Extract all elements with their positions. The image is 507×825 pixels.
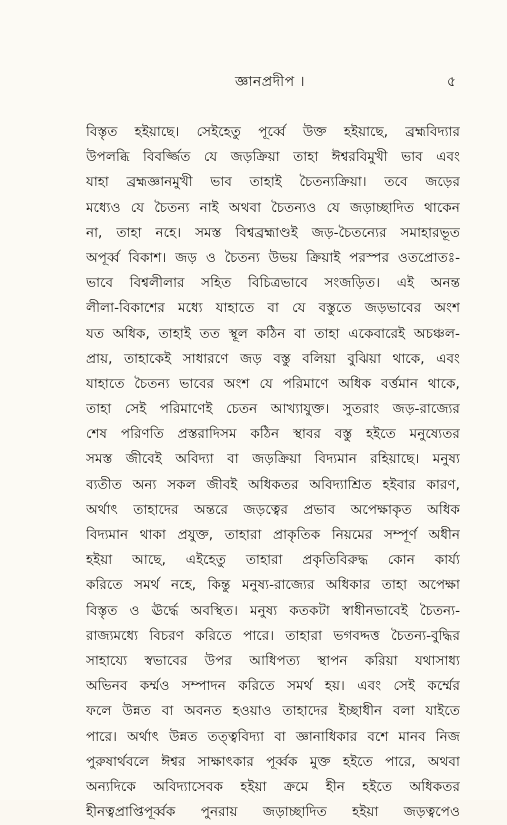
text-line: পারে। অর্থাৎ উন্নত তত্ত্ববিদ্যা বা জ্ঞানাধিকার বশে মানব নিজ <box>86 728 460 745</box>
text-line: অন্যদিকে অবিদ্যাসেবক হইয়া ক্রমে হীন হইতে অধিকতর <box>86 778 460 795</box>
text-line: বিস্তৃত ও ঊর্দ্ধে অবস্থিত। মনুষ্য কতকটা স্বাধীনভাবেই চৈতন্য- <box>86 602 460 619</box>
text-line: শেষ পরিণতি প্রস্তরাদিসম কঠিন স্থাবর বস্তু হইতে মনুষ্যেতর <box>86 426 460 443</box>
text-line: বিদ্যমান থাকা প্রযুক্ত, তাহারা প্রাকৃতিক নিয়মের সম্পূর্ণ অধীন <box>86 527 460 543</box>
text-line: ফলে উন্নত বা অবনত হওয়াও তাহাদের ইচ্ছাধীন বলা যাইতে <box>86 703 460 720</box>
text-line: সমস্ত জীবেই অবিদ্যা বা জড়ক্রিয়া বিদ্যমান রহিয়াছে। মনুষ্য <box>86 451 460 468</box>
text-line: যত অধিক, তাহাই তত স্থূল কঠিন বা তাহা একেবারেই অচঞ্চল- <box>86 325 460 342</box>
text-line: অভিনব কর্ম্মও সম্পাদন করিতে সমর্থ হয়। এবং সেই কর্ম্মের <box>86 678 460 695</box>
text-line: সাহায্যে স্বভাবের উপর আধিপত্য স্থাপন করিয়া যথাসাধ্য <box>86 652 460 669</box>
text-line: হীনত্বপ্রাপ্তিপূর্ব্বক পুনরায় জড়াচ্ছাদিত হইয়া জড়ত্বপেও <box>86 804 460 821</box>
text-line: মধ্যেও যে চৈতন্য নাই অথবা চৈতন্যও যে জড়াচ্ছাদিত থাকেন <box>86 199 460 216</box>
text-line: বিস্তৃত হইয়াছে। সেইহেতু পূর্ব্বে উক্ত হইয়াছে, ব্রহ্মবিদ্যার <box>86 124 460 140</box>
text-line: অর্থাৎ তাহাদের অন্তরে জড়ত্বের প্রভাব অপেক্ষাকৃত অধিক <box>86 501 460 518</box>
running-header <box>80 48 460 98</box>
text-line: লীলা-বিকাশের মধ্যে যাহাতে বা যে বস্তুতে জড়ভাবের অংশ <box>86 300 460 317</box>
text-line: যাহাতে চৈতন্য ভাবের অংশ যে পরিমাণে অধিক বর্ত্তমান থাকে, <box>86 375 460 392</box>
text-line: না, তাহা নহে। সমস্ত বিশ্বব্রহ্মাণ্ডই জড়-চৈতন্যের সমাহারভূত <box>86 224 460 241</box>
text-line: উপলব্ধি বিবর্জ্জিত যে জড়ক্রিয়া তাহা ঈশ্বরবিমুখী ভাব এবং <box>86 149 460 166</box>
text-line: ব্যতীত অন্য সকল জীবই অধিকতর অবিদ্যাশ্রিত হইবার কারণ, <box>86 476 460 493</box>
page-title: জ্ঞানপ্রদীপ । <box>234 74 306 90</box>
text-line: ভাবে বিশ্বলীলার সহিত বিচিত্রভাবে সংজড়িত। এই অনন্ত <box>86 275 460 292</box>
text-line: করিতে সমর্থ নহে, কিন্তু মনুষ্য-রাজ্যের অধিকার তাহা অপেক্ষা <box>86 577 460 594</box>
text-line: প্রায়, তাহাকেই সাধারণে জড় বস্তু বলিয়া বুঝিয়া থাকে, এবং <box>86 350 460 367</box>
text-line: পুরুষার্থবলে ঈশ্বর সাক্ষাৎকার পূর্ব্বক মুক্ত হইতে পারে, অথবা <box>86 753 460 770</box>
page-number: ৫ <box>446 74 456 90</box>
text-line: রাজ্যমধ্যে বিচরণ করিতে পারে। তাহারা ভগবদ্দত্ত চৈতন্য-বুদ্ধির <box>86 627 460 644</box>
text-line: তাহা সেই পরিমাণেই চেতন আখ্যাযুক্ত। সুতরাং জড়-রাজ্যের <box>86 401 460 418</box>
text-line: অপূর্ব্ব বিকাশ। জড় ও চৈতন্য উভয় ক্রিয়াই পরস্পর ওতপ্রোতঃ- <box>86 249 460 266</box>
body-text <box>86 120 460 825</box>
text-line: হইয়া আছে, এইহেতু তাহারা প্রকৃতিবিরুদ্ধ কোন কার্য্য <box>86 552 460 569</box>
text-line: যাহা ব্রহ্মজ্ঞানমুখী ভাব তাহাই চৈতন্যক্রিয়া। তবে জড়ের <box>86 174 460 191</box>
